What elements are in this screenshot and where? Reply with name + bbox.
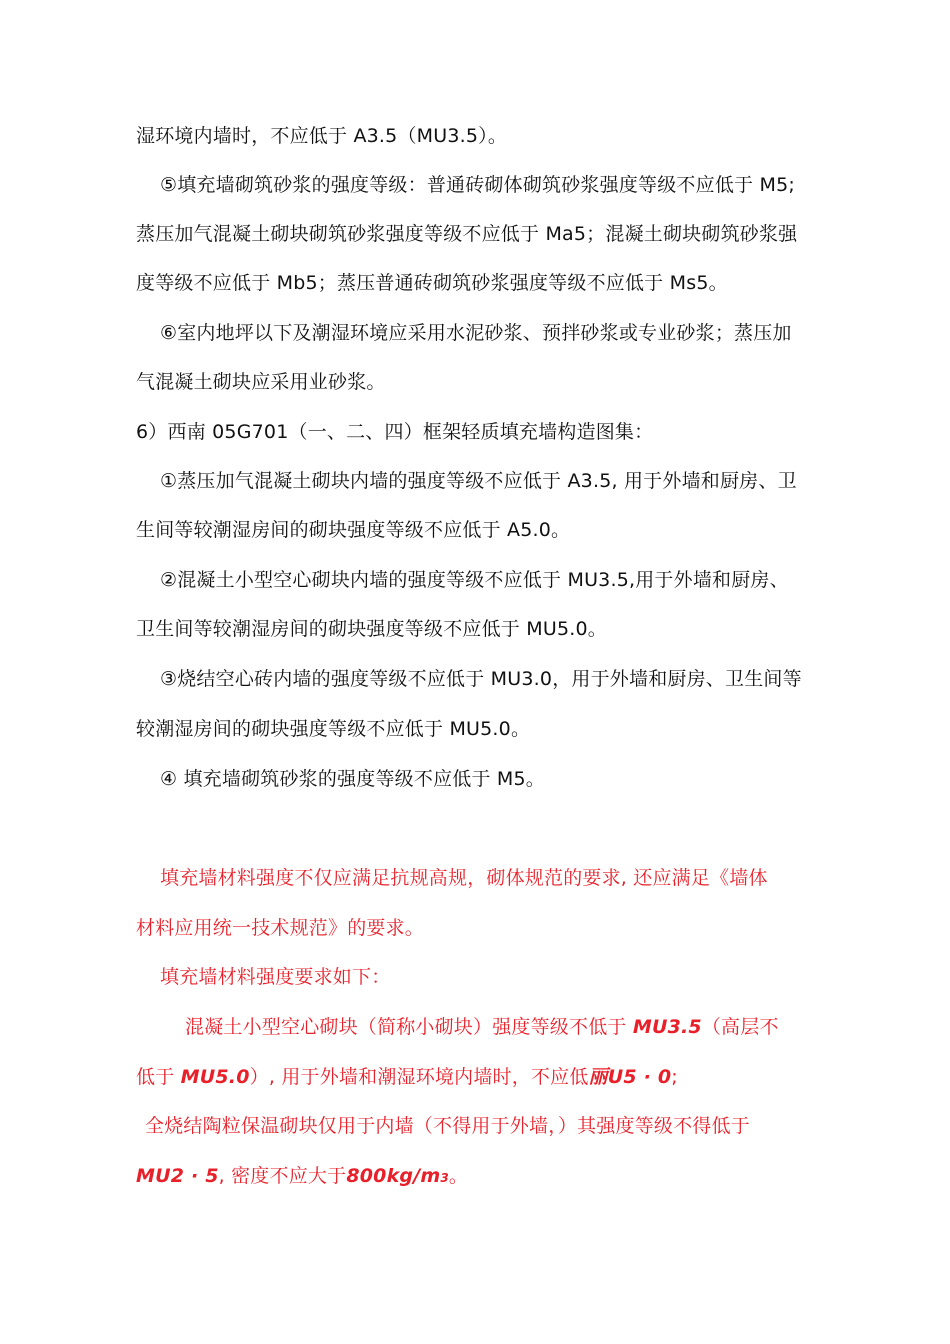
text-line: 卫生间等较潮湿房间的砌块强度等级不应低于 MU5.0。 xyxy=(136,618,607,640)
red-note-line: 填充墙材料强度不仅应满足抗规高规，砌体规范的要求, 还应满足《墙体 xyxy=(160,867,768,889)
red-emphasis: 3 xyxy=(440,1171,449,1185)
red-text: , 密度不应大于 xyxy=(218,1165,347,1187)
red-emphasis: MU3.5 xyxy=(632,1016,702,1038)
text-line: 蒸压加气混凝土砌块砌筑砂浆强度等级不应低于 Ma5；混凝土砌块砌筑砂浆强 xyxy=(136,223,798,245)
section-heading: 6）西南 05G701（一、二、四）框架轻质填充墙构造图集： xyxy=(136,421,654,443)
text-line: 较潮湿房间的砌块强度等级不应低于 MU5.0。 xyxy=(136,718,531,740)
red-note-line: 填充墙材料强度要求如下： xyxy=(160,966,391,988)
text-line: 湿环境内墙时，不应低于 A3.5（MU3.5）。 xyxy=(136,125,508,147)
red-emphasis: MU5.0 xyxy=(180,1066,250,1088)
red-text: 。 xyxy=(448,1165,469,1187)
text-line: ①蒸压加气混凝土砌块内墙的强度等级不应低于 A3.5, 用于外墙和厨房、卫 xyxy=(160,470,797,492)
red-text: （高层不 xyxy=(701,1016,779,1038)
text-line: ④ 填充墙砌筑砂浆的强度等级不应低于 M5。 xyxy=(160,768,545,790)
red-text: 混凝土小型空心砌块（简称小砌块）强度等级不低于 xyxy=(185,1016,633,1038)
red-note-line xyxy=(136,1163,468,1191)
red-text: ）, 用于外墙和潮湿环境内墙时，不应低 xyxy=(249,1066,589,1088)
red-text: 低于 xyxy=(136,1066,181,1088)
text-line: ⑥室内地坪以下及潮湿环境应采用水泥砂浆、预拌砂浆或专业砂浆；蒸压加 xyxy=(160,322,792,344)
text-line: 生间等较潮湿房间的砌块强度等级不应低于 A5.0。 xyxy=(136,519,571,541)
text-line: 气混凝土砌块应采用业砂浆。 xyxy=(136,371,386,393)
text-line: ②混凝土小型空心砌块内墙的强度等级不应低于 MU3.5,用于外墙和厨房、 xyxy=(160,569,789,591)
red-note-line: 全烧结陶粒保温砌块仅用于内墙（不得用于外墙，）其强度等级不得低于 xyxy=(145,1115,750,1137)
red-emphasis: MU2 · 5 xyxy=(136,1165,219,1187)
text-line: 度等级不应低于 Mb5；蒸压普通砖砌筑砂浆强度等级不应低于 Ms5。 xyxy=(136,272,728,294)
red-note-line xyxy=(185,1014,779,1040)
red-text: ; xyxy=(671,1066,678,1088)
text-line: ⑤填充墙砌筑砂浆的强度等级：普通砖砌体砌筑砂浆强度等级不应低于 M5; xyxy=(160,174,795,196)
red-emphasis: 丽U5 · 0 xyxy=(588,1066,672,1088)
text-line: ③烧结空心砖内墙的强度等级不应低于 MU3.0，用于外墙和厨房、卫生间等 xyxy=(160,668,802,690)
red-note-line xyxy=(136,1064,678,1090)
red-emphasis: 800kg/m xyxy=(346,1165,441,1187)
red-note-line: 材料应用统一技术规范》的要求。 xyxy=(136,917,425,939)
